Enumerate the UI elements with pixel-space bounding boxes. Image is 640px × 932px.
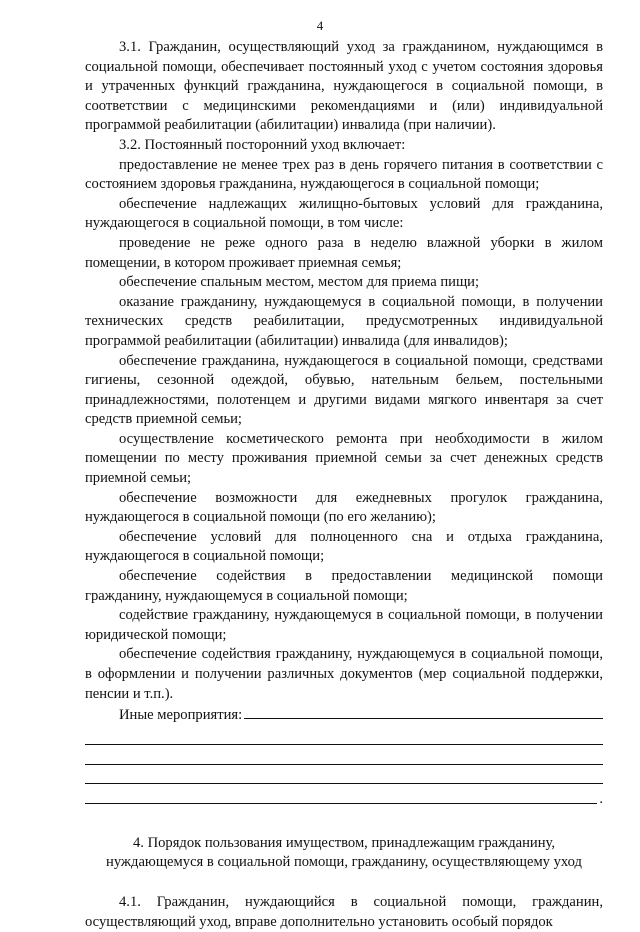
list-item: обеспечение условий для полноценного сна и отдыха гражданина, нуждающегося в социальной помощи; <box>85 528 603 565</box>
blank-line[interactable] <box>85 784 597 804</box>
page-number: 4 <box>316 18 324 33</box>
blank-line[interactable] <box>85 765 603 785</box>
list-item: обеспечение надлежащих жилищно-бытовых условий для гражданина, нуждающегося в социальной помощи, в том числе: <box>85 195 603 232</box>
section-4-heading-line: 4. Порядок пользования имуществом, принадлежащим гражданину, <box>132 834 556 851</box>
list-item: осуществление косметического ремонта при необходимости в жилом помещении по месту проживания приемной семьи за счет денежных средств приемной семьи; <box>85 430 603 487</box>
other-measures-label: Иные мероприятия: <box>119 707 243 724</box>
list-item: содействие гражданину, нуждающемуся в социальной помощи, в получении юридической помощи; <box>85 607 603 643</box>
paragraph-3-2: 3.2. Постоянный посторонний уход включает: <box>119 136 406 153</box>
other-measures-row <box>85 704 603 726</box>
section-4-heading-line: нуждающемуся в социальной помощи, гражданину, осуществляющему уход <box>106 854 582 871</box>
blank-line[interactable] <box>85 745 603 765</box>
list-item: обеспечение спальным местом, местом для приема пищи; <box>119 274 480 291</box>
section-4-heading <box>85 834 603 873</box>
blank-line[interactable] <box>85 726 603 746</box>
paragraph-3-1: 3.1. Гражданин, осуществляющий уход за гражданином, нуждающимся в социальной помощи, обеспечивает постоянный уход с учетом состояния здоровья и утраченных функций гражданина, нуждающегося в социальной помощи, в соответствии с медицинскими рекомендациями и (или) индивидуальной программой реабилитации (абилитации) инвалида (при наличии). <box>85 39 603 134</box>
list-item: обеспечение возможности для ежедневных прогулок гражданина, нуждающегося в социальной помощи (по его желанию); <box>85 489 603 526</box>
paragraph-4-1: 4.1. Гражданин, нуждающийся в социальной помощи, гражданин, осуществляющий уход, вправе дополнительно установить особый порядок <box>85 893 603 930</box>
other-measures-blank-line[interactable] <box>244 704 603 719</box>
document-body <box>85 38 603 932</box>
list-item: обеспечение гражданина, нуждающегося в социальной помощи, средствами гигиены, сезонной одеждой, обувью, нательным бельем, постельными принадлежностями, полотенцем и другими видами мягкого инвентаря за счет средств приемной семьи; <box>85 352 603 428</box>
list-item: оказание гражданину, нуждающемуся в социальной помощи, в получении технических средств реабилитации, предусмотренных индивидуальной программой реабилитации (абилитации) инвалида (для инвалидов); <box>85 293 603 349</box>
list-item: предоставление не менее трех раз в день горячего питания в соответствии с состоянием здоровья гражданина, нуждающегося в социальной помощи; <box>85 156 603 193</box>
list-item: обеспечение содействия в предоставлении медицинской помощи гражданину, нуждающемуся в социальной помощи; <box>85 568 603 604</box>
list-item: обеспечение содействия гражданину, нуждающемуся в социальной помощи, в оформлении и получении различных документов (мер социальной поддержки, пенсии и т.п.). <box>85 646 603 702</box>
list-item: проведение не реже одного раза в неделю влажной уборки в жилом помещении, в котором проживает приемная семья; <box>85 234 603 271</box>
